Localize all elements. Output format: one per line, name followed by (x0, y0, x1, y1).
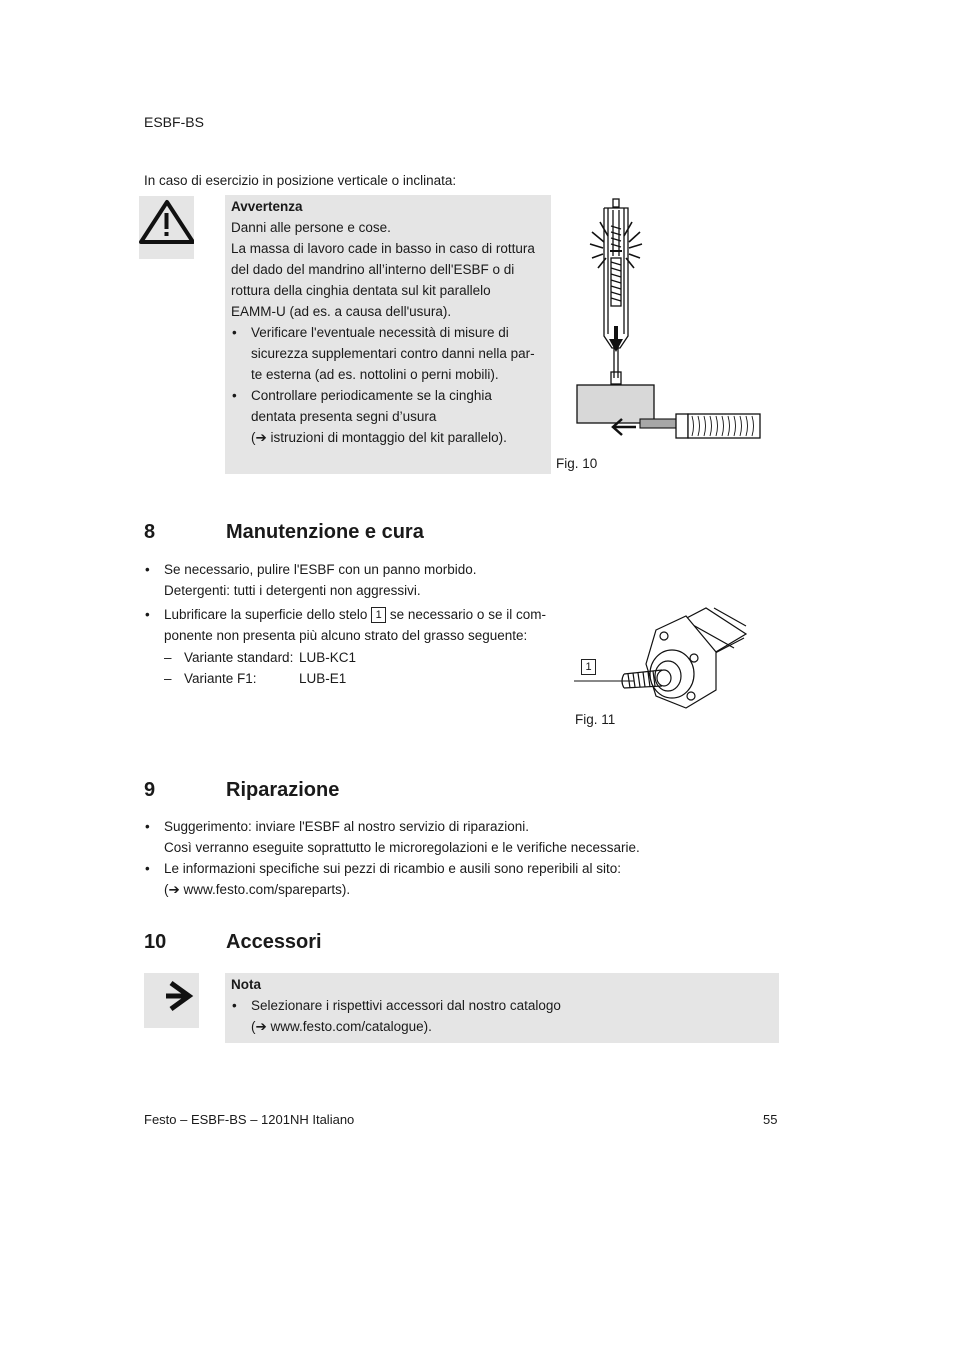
section8-bullet (144, 559, 704, 601)
section9-bullets (144, 816, 784, 900)
bullet-line: • Selezionare i rispettivi accessori dal nostro catalogo (251, 998, 561, 1013)
note-bullets (231, 995, 771, 1037)
section9-body (144, 816, 784, 900)
bullet-text: Lubrificare la superficie dello stelo (164, 607, 368, 622)
footer-text: Festo – ESBF-BS – 1201NH Italiano (144, 1112, 355, 1127)
bullet-line: ponente non presenta più alcuno strato del grasso seguente: (164, 628, 528, 643)
item-reference: 1 (371, 607, 386, 623)
warning-title: Avvertenza (231, 199, 303, 214)
intro-text: In caso di esercizio in posizione verticale o inclinata: (144, 173, 457, 188)
bullet-line: (➔ www.festo.com/catalogue). (251, 1019, 432, 1034)
section8-number: 8 (144, 521, 156, 543)
warning-paragraph (231, 238, 545, 322)
bullet-line: Così verranno eseguite soprattutto le microregolazioni e le verifiche necessarie. (164, 840, 640, 855)
bullet-text: se necessario o se il com- (389, 607, 546, 622)
warning-paragraph-line: EAMM-U (ad es. a causa dell'usura). (231, 304, 452, 319)
document-header: ESBF-BS (144, 114, 204, 130)
section8-title: Manutenzione e cura (226, 521, 424, 543)
section9-number: 9 (144, 779, 156, 801)
warning-line: Danni alle persone e cose. (231, 220, 391, 235)
page-number: 55 (763, 1112, 778, 1127)
warning-paragraph-line: La massa di lavoro cade in basso in caso di rottura (231, 241, 535, 256)
warning-icon (139, 196, 194, 259)
bullet-line: (➔ istruzioni di montaggio del kit parallelo). (251, 430, 507, 445)
warning-bullet (231, 322, 545, 385)
bullet-line: sicurezza supplementari contro danni nella par- (251, 346, 535, 361)
fig10-caption: Fig. 10 (556, 456, 598, 471)
warning-box (225, 195, 551, 474)
section9-bullet (144, 816, 784, 858)
variant-value: LUB-E1 (299, 671, 347, 686)
warning-paragraph-line: del dado del mandrino all’interno dell'ESBF o di (231, 262, 515, 277)
note-bullet (231, 995, 771, 1037)
warning-bullet (231, 385, 545, 448)
warning-paragraph-line: rottura della cinghia dentata sul kit parallelo (231, 283, 491, 298)
bullet-line: • Suggerimento: inviare l'ESBF al nostro servizio di riparazioni. (164, 819, 529, 834)
bullet-line: • Se necessario, pulire l'ESBF con un panno morbido. (164, 562, 477, 577)
arrow-right-icon (144, 973, 199, 1028)
variant-label: Variante standard: (184, 650, 294, 665)
fig11-callout: 1 (581, 659, 596, 675)
warning-icon-box (139, 196, 194, 259)
note-title: Nota (231, 977, 261, 992)
bullet-line: (➔ www.festo.com/spareparts). (164, 882, 351, 897)
bullet-line: • Le informazioni specifiche sui pezzi di ricambio e ausili sono reperibili al sito: (164, 861, 621, 876)
variant-value: LUB-KC1 (299, 650, 357, 665)
bullet-line: • Controllare periodicamente se la cinghia (251, 388, 492, 403)
fig11-caption: Fig. 11 (575, 712, 616, 727)
note-box (225, 973, 779, 1043)
variant-label: Variante F1: (184, 671, 257, 686)
bullet-line: dentata presenta segni d’usura (251, 409, 437, 424)
bullet-line: • Verificare l'eventuale necessità di misure di (251, 325, 509, 340)
bullet-line: Detergenti: tutti i detergenti non aggressivi. (164, 583, 421, 598)
section10-title: Accessori (226, 931, 322, 953)
fig11-drawing (574, 604, 754, 714)
section9-title: Riparazione (226, 779, 340, 801)
bullet-line: te esterna (ad es. nottolini o perni mobili). (251, 367, 499, 382)
fig10-drawing (570, 196, 770, 446)
section10-number: 10 (144, 931, 167, 953)
note-icon-box (144, 973, 199, 1028)
warning-bullets (231, 322, 545, 448)
section9-bullet (144, 858, 784, 900)
